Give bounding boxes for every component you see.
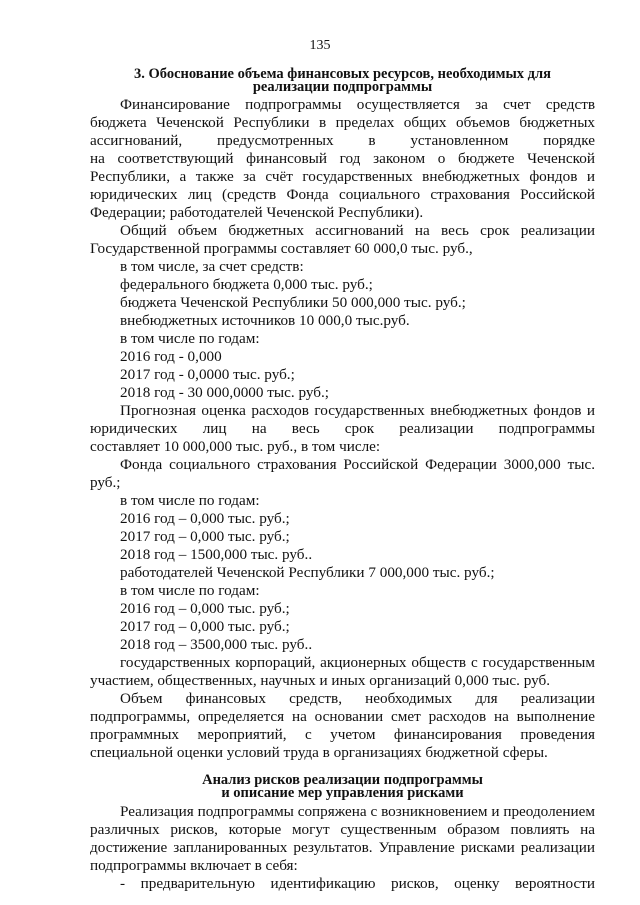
text-line: достижение запланированных результатов. Управление рисками реализации bbox=[90, 839, 595, 856]
text-line: Общий объем бюджетных ассигнований на весь срок реализации bbox=[120, 222, 595, 239]
text-line: внебюджетных источников 10 000,0 тыс.руб. bbox=[120, 312, 410, 329]
text-line: федерального бюджета 0,000 тыс. руб.; bbox=[120, 276, 373, 293]
text-line: юридических лиц (средств Фонда социального страхования Российской bbox=[90, 186, 595, 203]
text-line: бюджета Чеченской Республики 50 000,000 тыс. руб.; bbox=[120, 294, 466, 311]
text-line: работодателей Чеченской Республики 7 000,000 тыс. руб.; bbox=[120, 564, 495, 581]
text-line: в том числе по годам: bbox=[120, 582, 260, 599]
text-line: государственных корпораций, акционерных обществ с государственным bbox=[120, 654, 595, 671]
heading-line: Анализ рисков реализации подпрограммы bbox=[202, 772, 483, 788]
text-line: 2016 год – 0,000 тыс. руб.; bbox=[120, 600, 290, 617]
page-number: 135 bbox=[309, 38, 331, 53]
text-line: 2016 год – 0,000 тыс. руб.; bbox=[120, 510, 290, 527]
text-line: на соответствующий финансовый год законом о бюджете Чеченской bbox=[90, 150, 595, 167]
text-line: 2017 год - 0,0000 тыс. руб.; bbox=[120, 366, 295, 383]
text-line: подпрограммы, определяется на основании смет расходов на выполнение bbox=[90, 708, 595, 725]
text-line: юридических лиц на весь срок реализации подпрограммы bbox=[90, 420, 595, 437]
text-line: Федерации; работодателей Чеченской Республики). bbox=[90, 204, 424, 221]
heading-line: и описание мер управления рисками bbox=[221, 785, 464, 801]
text-line: участием, общественных, научных и иных организаций 0,000 тыс. руб. bbox=[90, 672, 551, 689]
text-line: 2018 год - 30 000,0000 тыс. руб.; bbox=[120, 384, 329, 401]
text-line: ассигнований, предусмотренных в установленном порядке bbox=[90, 132, 595, 149]
text-line: руб.; bbox=[90, 474, 121, 491]
text-line: Фонда социального страхования Российской Федерации 3000,000 тыс. bbox=[120, 456, 595, 473]
heading-line: реализации подпрограммы bbox=[252, 79, 433, 95]
text-line: 2016 год - 0,000 bbox=[120, 348, 222, 365]
text-line: составляет 10 000,000 тыс. руб., в том числе: bbox=[90, 438, 381, 455]
text-line: 2018 год – 1500,000 тыс. руб.. bbox=[120, 546, 313, 563]
text-line: Финансирование подпрограммы осуществляется за счет средств bbox=[120, 96, 595, 113]
text-line: подпрограммы включает в себя: bbox=[90, 857, 298, 874]
text-line: программных мероприятий, с учетом финансирования проведения bbox=[90, 726, 595, 743]
text-line: бюджета Чеченской Республики в пределах общих объемов бюджетных bbox=[90, 114, 595, 131]
text-line: Объем финансовых средств, необходимых для реализации bbox=[120, 690, 595, 707]
text-line: в том числе по годам: bbox=[120, 330, 260, 347]
text-line: Государственной программы составляет 60 000,0 тыс. руб., bbox=[90, 240, 473, 257]
text-line: 2018 год – 3500,000 тыс. руб.. bbox=[120, 636, 313, 653]
text-line: Реализация подпрограммы сопряжена с возникновением и преодолением bbox=[120, 803, 595, 820]
text-line: специальной оценки условий труда в организациях бюджетной сферы. bbox=[90, 744, 548, 761]
text-line: 2017 год – 0,000 тыс. руб.; bbox=[120, 618, 290, 635]
heading-line: 3. Обоснование объема финансовых ресурсов, необходимых для bbox=[134, 66, 551, 82]
text-line: 2017 год – 0,000 тыс. руб.; bbox=[120, 528, 290, 545]
text-line: в том числе по годам: bbox=[120, 492, 260, 509]
text-line: в том числе, за счет средств: bbox=[120, 258, 304, 275]
text-line: Республики, а также за счёт государственных внебюджетных фондов и bbox=[90, 168, 595, 185]
text-line: - предварительную идентификацию рисков, оценку вероятности bbox=[120, 875, 595, 892]
text-line: различных рисков, которые могут существенным образом повлиять на bbox=[90, 821, 595, 838]
text-line: Прогнозная оценка расходов государственных внебюджетных фондов и bbox=[120, 402, 595, 419]
